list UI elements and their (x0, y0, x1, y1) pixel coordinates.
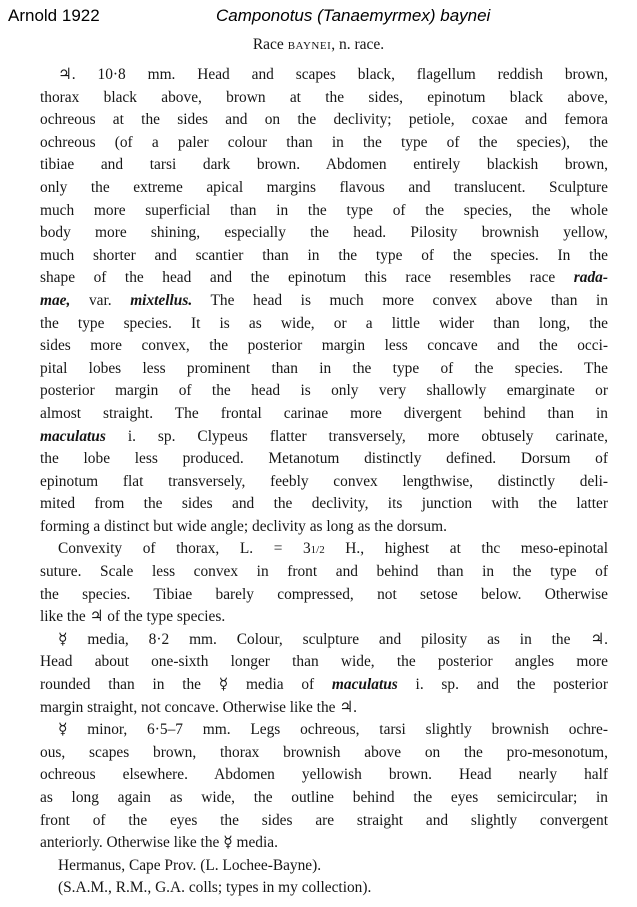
text-line (40, 471, 608, 494)
text-line (40, 87, 608, 110)
text-segment: almost straight. The frontal carinae more divergent behind than in (40, 404, 608, 422)
text-line (40, 877, 608, 900)
text-line (40, 426, 608, 449)
text-segment: suture. Scale less convex in front and behind than in the type of (40, 563, 608, 581)
race-name: baynei (287, 36, 332, 53)
text-line (40, 787, 608, 810)
text-line (40, 109, 608, 132)
text-line (40, 245, 608, 268)
text-line (40, 154, 608, 177)
text-line (40, 380, 608, 403)
text-line (40, 516, 608, 539)
text-segment: ☿ media, 8·2 mm. Colour, sculpture and pilosity as in the ♃. (58, 630, 608, 648)
taxon-name: mae, (40, 291, 71, 309)
text-segment: The head is much more convex above than in (192, 291, 608, 309)
text-line (40, 764, 608, 787)
text-line (40, 697, 608, 720)
text-segment: much more superficial than in the type of the species, the whole (40, 201, 608, 219)
taxon-name: mixtellus. (130, 291, 193, 309)
text-segment: pital lobes less prominent than in the type of the species. The (40, 359, 608, 377)
text-line (40, 313, 608, 336)
text-segment: body more shining, especially the head. Pilosity brownish yellow, (40, 224, 608, 242)
text-line (40, 290, 608, 313)
text-line (40, 629, 608, 652)
text-line (40, 651, 608, 674)
author-year-label: Arnold 1922 (8, 6, 100, 25)
species-title: Camponotus (Tanaemyrmex) baynei (216, 6, 491, 25)
text-line (40, 493, 608, 516)
text-line (40, 561, 608, 584)
text-line (40, 674, 608, 697)
text-segment: var. (70, 291, 131, 309)
text-segment: tibiae and tarsi dark brown. Abdomen entirely blackish brown, (40, 156, 608, 174)
text-segment: front of the eyes the sides are straight and slightly convergent (40, 811, 608, 829)
text-line (40, 177, 608, 200)
text-segment: Head about one-sixth longer than wide, the posterior angles more (40, 653, 608, 671)
text-segment: shape of the head and the epinotum this race resembles race (40, 269, 574, 287)
text-segment: epinotum flat transversely, feebly convex lengthwise, distinctly deli- (40, 472, 608, 490)
text-segment: the species. Tibiae barely compressed, not setose below. Otherwise (40, 585, 608, 603)
text-segment: (S.A.M., R.M., G.A. colls; types in my collection). (58, 879, 372, 897)
taxon-name: rada- (573, 269, 608, 287)
text-line (40, 335, 608, 358)
text-segment: mited from the sides and the declivity, its junction with the latter (40, 495, 608, 513)
race-suffix: , n. race. (331, 36, 385, 53)
text-segment: i. sp. Clypeus flatter transversely, more obtusely carinate, (105, 427, 608, 445)
race-heading (0, 36, 637, 54)
taxon-name: maculatus (331, 676, 398, 694)
text-line (40, 606, 608, 629)
text-segment: ochreous elsewhere. Abdomen yellowish brown. Head nearly half (40, 766, 608, 784)
text-segment: much shorter and scantier than in the type of the species. In the (40, 246, 608, 264)
text-line (40, 448, 608, 471)
text-line (40, 132, 608, 155)
text-line (40, 222, 608, 245)
text-line (40, 267, 608, 290)
text-segment: forming a distinct but wide angle; declivity as long as the dorsum. (40, 517, 447, 535)
text-segment: ♃. 10·8 mm. Head and scapes black, flagellum reddish brown, (58, 66, 608, 83)
text-segment: the lobe less produced. Metanotum distinctly defined. Dorsum of (40, 450, 608, 468)
text-segment: thorax black above, brown at the sides, epinotum black above, (40, 88, 608, 106)
text-line (40, 855, 608, 878)
text-segment: i. sp. and the posterior (397, 676, 608, 694)
text-line (40, 538, 608, 561)
text-segment: like the ♃ of the type species. (40, 608, 226, 626)
text-segment: as long again as wide, the outline behind the eyes semicircular; in (40, 789, 608, 806)
text-segment: ochreous (of a paler colour than in the type of the species), the (40, 133, 608, 151)
text-line (40, 584, 608, 607)
text-segment: the type species. It is as wide, or a little wider than long, the (40, 314, 608, 332)
text-segment: Hermanus, Cape Prov. (L. Lochee-Bayne). (58, 856, 322, 874)
text-segment: sides more convex, the posterior margin less concave and the occi- (40, 337, 608, 355)
text-segment: rounded than in the ☿ media of (40, 676, 332, 694)
text-line (40, 64, 608, 87)
text-line (40, 719, 608, 742)
text-segment: anteriorly. Otherwise like the ☿ media. (40, 834, 278, 852)
text-segment: ochreous at the sides and on the declivity; petiole, coxae and femora (40, 111, 608, 129)
text-line (40, 403, 608, 426)
race-prefix: Race (252, 36, 284, 53)
text-line (40, 358, 608, 381)
text-line (40, 832, 608, 855)
text-segment: margin straight, not concave. Otherwise like the ♃. (40, 698, 357, 716)
text-line (40, 810, 608, 833)
text-segment: ous, scapes brown, thorax brownish above on the pro-mesonotum, (40, 743, 608, 761)
text-line (40, 200, 608, 223)
text-segment: posterior margin of the head is only very shallowly emarginate or (40, 382, 608, 400)
text-segment: ☿ minor, 6·5–7 mm. Legs ochreous, tarsi slightly brownish ochre- (58, 721, 608, 739)
text-line (40, 742, 608, 765)
text-segment: only the extreme apical margins flavous and translucent. Sculpture (40, 178, 608, 196)
text-segment: H., highest at thc meso-epinotal (324, 540, 608, 558)
taxon-name: maculatus (40, 427, 106, 445)
text-segment: 1/2 (310, 544, 325, 557)
description-text (40, 64, 608, 900)
text-segment: Convexity of thorax, L. = 3 (58, 540, 311, 558)
